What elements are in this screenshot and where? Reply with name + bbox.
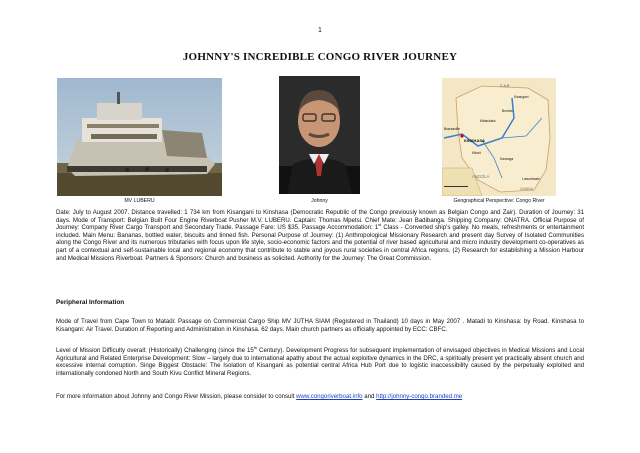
map-label-mbandaka: Mbandaka bbox=[480, 119, 496, 123]
peripheral-information-heading: Peripheral Information bbox=[56, 299, 125, 306]
map-label-brazzaville: Brazzaville bbox=[444, 127, 460, 131]
map-caption: Geographical Perspective: Congo River bbox=[453, 198, 545, 204]
paragraph3-text-b: Century). Development Progress for subsequent implementation of envisaged objectives in Medical Missions and Local Agricultural and Related Enterprise Development: Slow – largely due to international apathy about the actual exploitive dynamics in the DRC, a spiritually present yet practically absent church and excessive internal corruption. Singe Biggest Obstacle: The Isolation of Kisangani as potential central Africa Hub Port due to logistic inaccessibility caused by the perpetually exploited and internationally condoned North and South Kivu Conflict Mineral Regions. bbox=[56, 347, 584, 377]
person-caption: Johnny bbox=[311, 198, 328, 204]
boat-photo bbox=[57, 78, 222, 196]
map-label-kisangani: Kisangani bbox=[514, 95, 529, 99]
boat-caption: MV LUBERU bbox=[124, 198, 155, 204]
map-label-kikwit: Kikwit bbox=[472, 151, 481, 155]
johnny-congo-link[interactable]: http://johnny-congo.branded.me bbox=[376, 393, 463, 400]
portrait-illustration bbox=[279, 76, 360, 194]
map-label-kinshasa: KINSHASA bbox=[464, 138, 485, 143]
difficulty-paragraph bbox=[56, 344, 584, 377]
map-label-lubumbashi: Lubumbashi bbox=[522, 177, 540, 181]
paragraph1-sup: st bbox=[378, 222, 382, 228]
congo-map bbox=[442, 78, 556, 196]
boat-illustration bbox=[57, 78, 222, 196]
paragraph3-sup: th bbox=[253, 344, 258, 350]
travel-paragraph: Mode of Travel from Cape Town to Matadi: Passage on Commercial Cargo Ship MV JUTHA SIAM (Registered in Thailand) 10 days in May 2007 . Matadi to Kinshasa: by Road. Kinshasa to Kisangani: Air Travel. Duration of Reporting and Administration in Kinshasa. 62 days. Main church partners as officially appointed by ECC: CBFC. bbox=[56, 318, 584, 333]
footer-paragraph bbox=[56, 393, 584, 401]
paragraph3-text-a: Level of Mission Difficulty overall: (Historically) Challenging (since the 15 bbox=[56, 347, 254, 354]
person-photo bbox=[279, 76, 360, 194]
map-label-car: C.A.R. bbox=[500, 84, 511, 88]
map-label-zambia: ZAMBIA bbox=[520, 187, 534, 191]
map-label-kananga: Kananga bbox=[500, 157, 514, 161]
journey-details-paragraph bbox=[56, 209, 584, 262]
map-label-angola: ANGOLA bbox=[472, 174, 490, 179]
footer-text: For more information about Johnny and Congo River Mission, please consider to consult bbox=[56, 393, 297, 400]
paragraph1-text-b: Class - Converted ship's galley. No meals, refreshments or entertainment included. Main Menu: Bananas, bottled water, biscuits and tinned fish. Personal Purpose of Journey: (1) Anthropological Missionary Research and present day Survey of Isolated Communities along the Congo River and its numerous tributaries with focus upon life style, socio-economic factors and the potential of river based agricultural and micro industry development co-operatives as part of a contextual and self-sustainable local and regional economy that contribute to stable and joyous rural societies in central Africa regions. (2) Research for establishing a Mission Harbour and Medical Missions Riverboat. Partners & Sponsors: Church and business as solicited. Authority for the Journey: The Great Commission. bbox=[56, 224, 585, 262]
page-title: JOHNNY'S INCREDIBLE CONGO RIVER JOURNEY bbox=[182, 51, 458, 63]
footer-and: and bbox=[362, 393, 377, 400]
map-image bbox=[442, 78, 556, 196]
paragraph1-text-a: Date: July to August 2007. Distance travelled: 1 734 km from Kisangani to Kinshasa (Democratic Republic of the Congo previously known as Belgian Congo and Zair). Duration of Journey: 31 days. Mode of Transport: Belgian Built Four Engine Riverboat Pusher M.V. LUBERU. Captain: Thomas Mpetsi. Chief Mate: Jean Badibanga. Shipping Company: ONATRA. Official Purpose of Journey: Company River Cargo Transport and Secondary Trade. Passage Fare: US $35. Passage Accommodation: 1 bbox=[56, 209, 584, 232]
map-label-bumba: Bumba bbox=[502, 109, 513, 113]
page-number: 1 bbox=[318, 27, 322, 34]
congoriverboat-link[interactable]: www.congoriverboat.info bbox=[296, 393, 363, 400]
